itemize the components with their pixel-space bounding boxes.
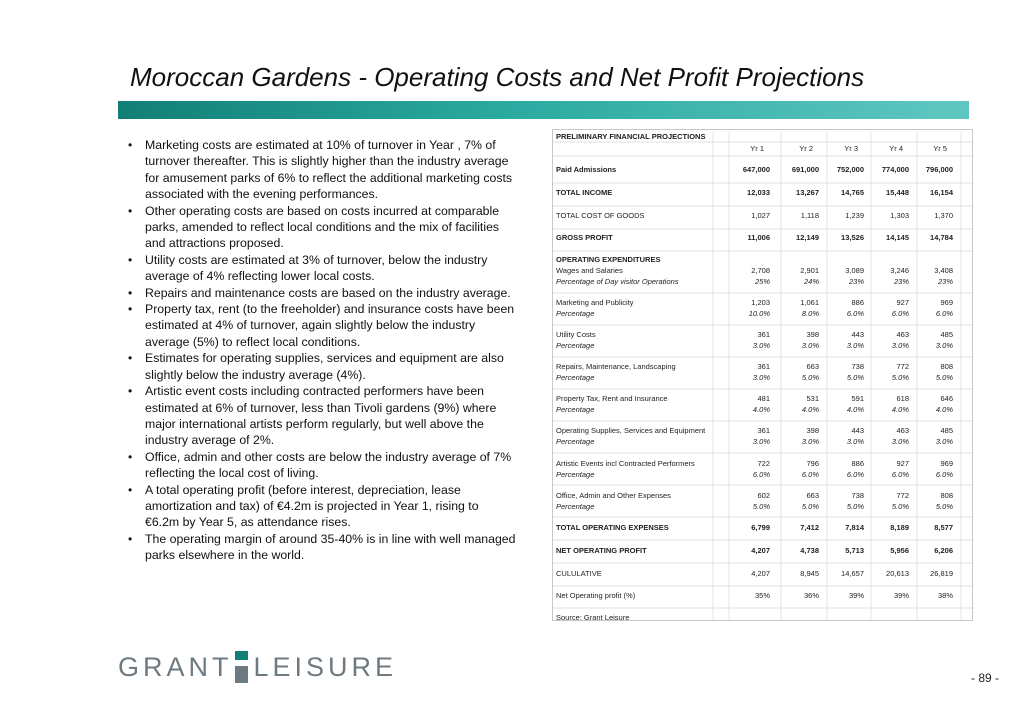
grant-leisure-logo bbox=[118, 649, 397, 685]
bullet-list bbox=[128, 137, 540, 564]
row-label: Utility Costs bbox=[556, 330, 596, 339]
row-value: 6.0% bbox=[846, 309, 864, 318]
row-value: 6.0% bbox=[935, 470, 953, 479]
bullet-line: average (5%) to reflect local conditions. bbox=[145, 334, 361, 349]
bullet-line: estimated at 4% of turnover, again slightly below the industry bbox=[145, 318, 476, 333]
bullet-line: • Estimates for operating supplies, services and equipment are also bbox=[145, 351, 504, 366]
bullet-item bbox=[128, 383, 540, 449]
row-value: 774,000 bbox=[881, 165, 909, 174]
bullet-line: €6.2m by Year 5, as attendance rises. bbox=[145, 515, 351, 530]
row-value: 969 bbox=[940, 298, 953, 307]
row-value: 12,149 bbox=[796, 233, 819, 242]
row-value: 772 bbox=[896, 491, 909, 500]
row-value: 618 bbox=[896, 394, 909, 403]
row-value: 808 bbox=[940, 362, 953, 371]
row-value: 5.0% bbox=[801, 373, 819, 382]
row-value: 23% bbox=[937, 277, 953, 286]
financial-projections-table bbox=[552, 129, 973, 621]
row-value: 3,408 bbox=[934, 266, 953, 275]
bullet-line: • A total operating profit (before interest, depreciation, lease bbox=[145, 482, 461, 497]
row-value: 14,784 bbox=[930, 233, 953, 242]
row-value: 11,006 bbox=[747, 233, 770, 242]
row-value: 23% bbox=[848, 277, 864, 286]
row-value: 4,207 bbox=[751, 546, 770, 555]
year-header: Yr 3 bbox=[844, 144, 858, 153]
row-value: 2,901 bbox=[800, 266, 819, 275]
row-value: 8,577 bbox=[934, 523, 953, 532]
row-label: Percentage of Day visitor Operations bbox=[556, 277, 679, 286]
row-value: 886 bbox=[851, 459, 864, 468]
row-label: GROSS PROFIT bbox=[556, 233, 613, 242]
row-value: 3,089 bbox=[845, 266, 864, 275]
table-title: PRELIMINARY FINANCIAL PROJECTIONS bbox=[556, 132, 706, 141]
row-value: 5.0% bbox=[752, 502, 770, 511]
row-value: 3.0% bbox=[801, 341, 819, 350]
row-value: 927 bbox=[896, 459, 909, 468]
row-value: 25% bbox=[754, 277, 770, 286]
row-value: 3.0% bbox=[846, 341, 864, 350]
row-value: 361 bbox=[757, 426, 770, 435]
row-value: 443 bbox=[851, 426, 864, 435]
row-value: 13,526 bbox=[841, 233, 864, 242]
page-title: Moroccan Gardens - Operating Costs and Net Profit Projections bbox=[130, 62, 865, 92]
page-number: - 89 - bbox=[970, 671, 999, 685]
row-value: 796,000 bbox=[925, 165, 953, 174]
row-label: Percentage bbox=[556, 373, 595, 382]
row-value: 481 bbox=[757, 394, 770, 403]
bullet-item bbox=[128, 203, 540, 252]
logo-mark-icon bbox=[235, 651, 248, 683]
row-value: 16,154 bbox=[930, 188, 953, 197]
row-label: Percentage bbox=[556, 470, 595, 479]
row-value: 796 bbox=[806, 459, 819, 468]
row-value: 5.0% bbox=[935, 502, 953, 511]
row-value: 691,000 bbox=[791, 165, 819, 174]
row-value: 3.0% bbox=[935, 341, 953, 350]
bullet-line: • The operating margin of around 35-40% is in line with well managed bbox=[145, 531, 516, 546]
row-value: 4,738 bbox=[800, 546, 819, 555]
bullet-line: industry average of 2%. bbox=[145, 433, 275, 448]
row-value: 6.0% bbox=[752, 470, 770, 479]
row-value: 6.0% bbox=[801, 470, 819, 479]
row-value: 1,370 bbox=[934, 211, 953, 220]
bullet-item bbox=[128, 252, 540, 285]
row-value: 398 bbox=[806, 426, 819, 435]
bullet-line: • Artistic event costs including contracted performers have been bbox=[145, 384, 485, 399]
bullet-line: estimated at 6% of turnover, less than Tivoli gardens (9%) where bbox=[145, 400, 497, 415]
row-value: 398 bbox=[806, 330, 819, 339]
bullet-item bbox=[128, 482, 540, 531]
row-value: 443 bbox=[851, 330, 864, 339]
row-value: 6,799 bbox=[751, 523, 770, 532]
row-value: 8,189 bbox=[890, 523, 909, 532]
row-value: 14,765 bbox=[841, 188, 864, 197]
row-label: OPERATING EXPENDITURES bbox=[556, 255, 661, 264]
row-value: 738 bbox=[851, 362, 864, 371]
row-value: 38% bbox=[937, 591, 953, 600]
year-header: Yr 1 bbox=[750, 144, 764, 153]
bullet-line: • Office, admin and other costs are below the industry average of 7% bbox=[145, 449, 512, 464]
bullet-line: • Other operating costs are based on costs incurred at comparable bbox=[145, 203, 500, 218]
row-value: 3.0% bbox=[752, 373, 770, 382]
row-label: Percentage bbox=[556, 502, 595, 511]
row-value: 24% bbox=[803, 277, 819, 286]
row-label: Wages and Salaries bbox=[556, 266, 623, 275]
row-value: 5.0% bbox=[846, 373, 864, 382]
row-value: 3.0% bbox=[891, 437, 909, 446]
bullet-line: • Marketing costs are estimated at 10% of turnover in Year , 7% of bbox=[145, 138, 496, 152]
row-value: 485 bbox=[940, 426, 953, 435]
row-label: Percentage bbox=[556, 341, 595, 350]
title-accent-bar bbox=[118, 101, 969, 119]
row-label: Percentage bbox=[556, 437, 595, 446]
row-label: NET OPERATING PROFIT bbox=[556, 546, 647, 555]
row-value: 12,033 bbox=[747, 188, 770, 197]
row-label: Paid Admissions bbox=[556, 165, 617, 174]
row-value: 4.0% bbox=[891, 405, 909, 414]
row-value: 26,819 bbox=[930, 569, 953, 578]
bullet-line: • Repairs and maintenance costs are based on the industry average. bbox=[145, 285, 511, 300]
row-value: 39% bbox=[848, 591, 864, 600]
row-value: 20,613 bbox=[886, 569, 909, 578]
row-value: 722 bbox=[757, 459, 770, 468]
row-value: 531 bbox=[806, 394, 819, 403]
bullet-line: average of 4% reflecting lower local costs. bbox=[145, 269, 375, 284]
bullet-item bbox=[128, 301, 540, 350]
row-value: 463 bbox=[896, 426, 909, 435]
row-value: 647,000 bbox=[742, 165, 770, 174]
year-header: Yr 2 bbox=[799, 144, 813, 153]
row-value: 4.0% bbox=[801, 405, 819, 414]
row-label: Operating Supplies, Services and Equipment bbox=[556, 426, 706, 435]
row-label: Property Tax, Rent and Insurance bbox=[556, 394, 668, 403]
year-header: Yr 4 bbox=[889, 144, 903, 153]
row-value: 808 bbox=[940, 491, 953, 500]
row-value: 591 bbox=[851, 394, 864, 403]
bullet-line: amortization and tax) of €4.2m is projected in Year 1, rising to bbox=[145, 498, 479, 513]
row-value: 927 bbox=[896, 298, 909, 307]
bullet-line: • Property tax, rent (to the freeholder) and insurance costs have been bbox=[145, 302, 515, 317]
row-value: 13,267 bbox=[796, 188, 819, 197]
row-value: 5.0% bbox=[935, 373, 953, 382]
row-value: 5,956 bbox=[890, 546, 909, 555]
row-value: 738 bbox=[851, 491, 864, 500]
row-value: 6.0% bbox=[935, 309, 953, 318]
row-label: Marketing and Publicity bbox=[556, 298, 634, 307]
row-label: TOTAL INCOME bbox=[556, 188, 613, 197]
row-value: 3.0% bbox=[801, 437, 819, 446]
row-value: 1,203 bbox=[751, 298, 770, 307]
row-label: CULULATIVE bbox=[556, 569, 602, 578]
bullet-line: parks elsewhere in the world. bbox=[145, 548, 305, 563]
row-label: Percentage bbox=[556, 405, 595, 414]
bullet-line: associated with the evening performances. bbox=[145, 187, 379, 202]
bullet-item bbox=[128, 449, 540, 482]
logo-word-grant: GRANT bbox=[118, 651, 233, 682]
row-value: 1,303 bbox=[890, 211, 909, 220]
bullet-line: major international artists perform regularly, but well above the bbox=[145, 416, 484, 431]
row-value: 463 bbox=[896, 330, 909, 339]
row-value: 663 bbox=[806, 362, 819, 371]
row-value: 5.0% bbox=[846, 502, 864, 511]
financial-table-canvas bbox=[553, 130, 974, 622]
row-value: 6.0% bbox=[891, 309, 909, 318]
bullet-item bbox=[128, 285, 540, 301]
row-value: 6.0% bbox=[846, 470, 864, 479]
row-value: 23% bbox=[893, 277, 909, 286]
bullet-line: reflecting the local cost of living. bbox=[145, 466, 319, 481]
row-value: 7,814 bbox=[845, 523, 864, 532]
row-label: Office, Admin and Other Expenses bbox=[556, 491, 671, 500]
bullet-line: parks, amended to reflect local conditions and the mix of facilities bbox=[145, 220, 500, 235]
row-value: 602 bbox=[757, 491, 770, 500]
bullet-item bbox=[128, 350, 540, 383]
logo-word-leisure: LEISURE bbox=[253, 651, 398, 682]
row-value: 39% bbox=[893, 591, 909, 600]
row-value: 4.0% bbox=[846, 405, 864, 414]
row-value: 7,412 bbox=[800, 523, 819, 532]
row-value: 10.0% bbox=[748, 309, 770, 318]
row-value: 4.0% bbox=[752, 405, 770, 414]
row-value: 361 bbox=[757, 330, 770, 339]
row-value: 361 bbox=[757, 362, 770, 371]
bullet-line: • Utility costs are estimated at 3% of turnover, below the industry bbox=[145, 252, 488, 267]
row-value: 4,207 bbox=[751, 569, 770, 578]
row-label: Percentage bbox=[556, 309, 595, 318]
row-value: 6.0% bbox=[891, 470, 909, 479]
row-value: 1,239 bbox=[845, 211, 864, 220]
row-value: 646 bbox=[940, 394, 953, 403]
row-value: 886 bbox=[851, 298, 864, 307]
bullet-item bbox=[128, 531, 540, 564]
row-value: 8.0% bbox=[801, 309, 819, 318]
row-value: 1,027 bbox=[751, 211, 770, 220]
bullet-line: and attractions proposed. bbox=[145, 236, 284, 251]
row-value: 36% bbox=[803, 591, 819, 600]
row-value: 1,061 bbox=[800, 298, 819, 307]
row-value: 3.0% bbox=[752, 341, 770, 350]
row-value: 2,708 bbox=[751, 266, 770, 275]
row-value: 772 bbox=[896, 362, 909, 371]
row-value: 15,448 bbox=[886, 188, 909, 197]
row-value: 8,945 bbox=[800, 569, 819, 578]
row-value: 752,000 bbox=[836, 165, 864, 174]
row-value: 5,713 bbox=[845, 546, 864, 555]
row-value: 663 bbox=[806, 491, 819, 500]
row-value: 485 bbox=[940, 330, 953, 339]
row-label: Artistic Events incl Contracted Performers bbox=[556, 459, 695, 468]
row-value: 3.0% bbox=[935, 437, 953, 446]
row-value: 3.0% bbox=[891, 341, 909, 350]
row-value: 1,118 bbox=[800, 211, 819, 220]
row-label: TOTAL OPERATING EXPENSES bbox=[556, 523, 669, 532]
year-header: Yr 5 bbox=[933, 144, 947, 153]
row-value: 5.0% bbox=[891, 502, 909, 511]
bullet-line: for amusement parks of 6% to reflect the additional marketing costs bbox=[145, 170, 513, 185]
row-value: 5.0% bbox=[891, 373, 909, 382]
bullet-line: slightly below the industry average (4%). bbox=[145, 367, 366, 382]
row-value: 14,657 bbox=[841, 569, 864, 578]
bullet-line: turnover thereafter. This is slightly higher than the industry average bbox=[145, 154, 509, 169]
row-value: 3.0% bbox=[846, 437, 864, 446]
row-value: 4.0% bbox=[935, 405, 953, 414]
row-value: 14,145 bbox=[886, 233, 909, 242]
row-value: 3,246 bbox=[890, 266, 909, 275]
row-value: 6,206 bbox=[934, 546, 953, 555]
row-value: 5.0% bbox=[801, 502, 819, 511]
row-label: Repairs, Maintenance, Landscaping bbox=[556, 362, 676, 371]
row-value: 35% bbox=[754, 591, 770, 600]
row-value: 3.0% bbox=[752, 437, 770, 446]
row-value: 969 bbox=[940, 459, 953, 468]
row-label: Source: Grant Leisure bbox=[556, 613, 630, 622]
bullet-item bbox=[128, 137, 540, 203]
row-label: Net Operating profit (%) bbox=[556, 591, 636, 600]
row-label: TOTAL COST OF GOODS bbox=[556, 211, 645, 220]
